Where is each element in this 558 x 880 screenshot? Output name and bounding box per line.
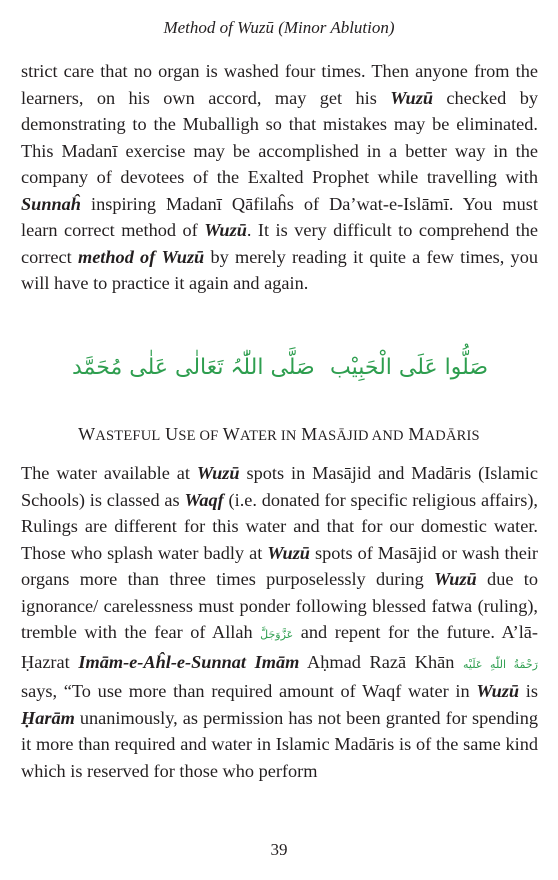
text-segment: is [519, 681, 538, 701]
paragraph-practice-wuzu [21, 58, 538, 297]
emphasis-wuzu: Wuzū [161, 246, 205, 267]
text-segment: checked by demonstrating to the Muballigh so that mistakes may be eliminated. This Madanī exercise may be accomplished in a better way in the company of devotees of the Exalted Prophet while travelling with [21, 87, 538, 187]
emphasis-wuzu: Wuzū [476, 681, 520, 701]
page-number: 39 [270, 840, 288, 859]
salat-salutation-right: صَلُّوا عَلَی الْحَبِیْب [330, 355, 489, 380]
text-segment: inspiring Madanī Qāfilaĥs of Da’wat-e-Islāmī. You must learn correct method of [21, 193, 538, 240]
heading-word: SE OF [178, 428, 219, 444]
heading-word: ATER IN [240, 428, 297, 444]
emphasis-wuzu: Wuzū [434, 569, 477, 589]
emphasis-haram: Ḥarām [21, 707, 75, 728]
emphasis-wuzu: Wuzū [267, 542, 310, 563]
emphasis-sunnah: Sunnaĥ [21, 193, 81, 214]
text-segment: spots of Masājid or wash their organs more than three times purposelessly during [21, 542, 538, 589]
running-header: Method of Wuzū (Minor Ablution) [163, 18, 395, 37]
heading-initial: U [165, 424, 179, 444]
emphasis-wuzu: Wuzū [196, 463, 240, 483]
heading-word: ADĀRIS [424, 428, 480, 444]
salat-calligraphy [0, 355, 558, 395]
heading-initial: M [408, 424, 425, 444]
heading-initial: M [301, 424, 318, 444]
emphasis-wuzu: Wuzū [204, 220, 247, 240]
section-heading [0, 424, 558, 445]
text-segment: strict care that no organ is washed four times. Then anyone from the learners, on his own accord, may get his [21, 61, 538, 108]
salat-salutation-left: صَلَّی اللّٰہُ تَعَالٰی عَلٰی مُحَمَّد [72, 355, 315, 380]
heading-initial: W [222, 424, 240, 444]
honorific-azza-wa-jalla: عَزَّوَجَلَّ [260, 628, 294, 641]
text-segment: . It is very difficult to comprehend the correct [21, 220, 538, 267]
text-segment: spots in Masājid and Madāris (Islamic Schools) is classed as [21, 463, 539, 510]
text-segment: due to ignorance/ carelessness must ponder following blessed fatwa (ruling), tremble with the fear of Allah [21, 569, 538, 642]
heading-word: ASTEFUL [95, 428, 161, 444]
text-segment: The water available at [21, 463, 197, 483]
text-segment: unanimously, as permission has not been granted for spending it more than required and water in Islamic Madāris is of the same kind which is reserved for those who perform [21, 707, 538, 781]
emphasis-method-of: method of [77, 246, 156, 267]
text-segment: and repent for the future. A’lā-Ḥazrat [21, 622, 538, 672]
text-segment: (i.e. donated for specific religious affairs), Rulings are different for this water and that for our domestic water. Those who splash water badly at [21, 489, 538, 563]
text-segment: by merely reading it quite a few times, you will have to practice it again and again. [21, 246, 538, 293]
heading-word: ASĀJID AND [317, 428, 404, 444]
emphasis-imam-title: Imām-e-Aĥl-e-Sunnat Imām [78, 651, 300, 672]
honorific-rahmatullah-alayh: رَحْمَةُ اللّٰهِ عَلَيْه [463, 657, 538, 671]
heading-initial: W [78, 424, 96, 444]
emphasis-waqf: Waqf [184, 489, 224, 510]
paragraph-waqf-water [21, 460, 538, 784]
text-segment: Aḥmad Razā Khān [299, 651, 464, 672]
text-segment: says, “To use more than required amount of Waqf water in [21, 681, 477, 701]
emphasis-wuzu: Wuzū [390, 87, 433, 108]
